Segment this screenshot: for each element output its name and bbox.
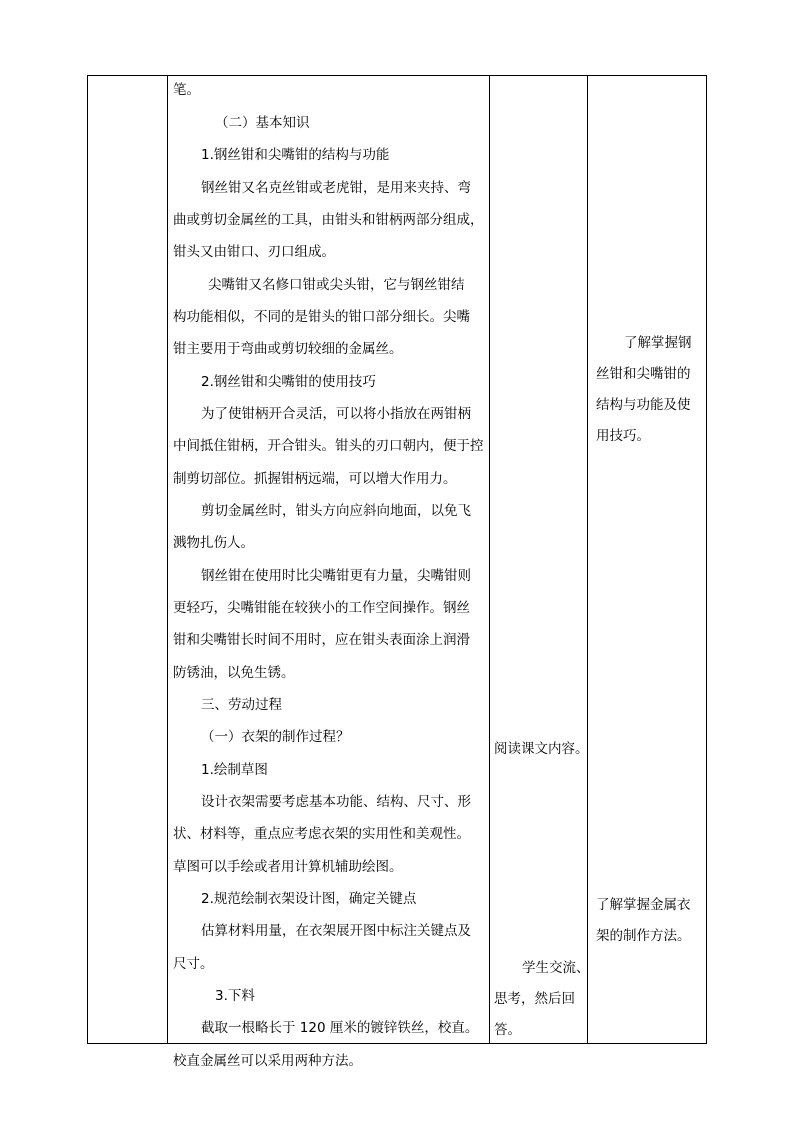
content-line: 制剪切部位。抓握钳柄远端，可以增大作用力。 — [173, 471, 457, 487]
teaching-content-column — [168, 76, 488, 1069]
content-line: 钳和尖嘴钳长时间不用时，应在钳头表面涂上润滑 — [173, 632, 470, 648]
intent-line: 用技巧。 — [596, 428, 650, 444]
content-line: 尖嘴钳又名修口钳或尖头钳，它与钢丝钳结 — [208, 277, 465, 293]
content-line: 1.绘制草图 — [201, 762, 268, 778]
intent-line: 架的制作方法。 — [596, 928, 691, 944]
content-line: 笔。 — [173, 82, 200, 98]
content-line: 钢丝钳又名克丝钳或老虎钳，是用来夹持、弯 — [201, 180, 471, 196]
content-line: 1.钢丝钳和尖嘴钳的结构与功能 — [201, 147, 390, 163]
content-line: 钳主要用于弯曲或剪切较细的金属丝。 — [173, 341, 403, 357]
content-line: 钢丝钳在使用时比尖嘴钳更有力量，尖嘴钳则 — [201, 568, 471, 584]
intent-line: 结构与功能及使 — [596, 397, 691, 413]
content-line: 曲或剪切金属丝的工具，由钳头和钳柄两部分组成， — [173, 212, 484, 228]
content-line: 钳头又由钳口、刃口组成。 — [173, 244, 335, 260]
design-intent-column — [588, 76, 707, 1043]
content-line: 中间抵住钳柄，开合钳头。钳头的刃口朝内，便于控 — [173, 438, 484, 454]
lesson-table — [87, 75, 707, 1069]
content-line: （二）基本知识 — [215, 115, 310, 131]
empty-left-column — [88, 76, 167, 1043]
content-line: 防锈油，以免生锈。 — [173, 665, 295, 681]
content-line: 尺寸。 — [173, 956, 214, 972]
content-line: 2.规范绘制衣架设计图，确定关键点 — [201, 891, 417, 907]
student-line: 阅读课文内容。 — [494, 741, 589, 757]
student-line: 思考，然后回 — [494, 991, 575, 1007]
content-line: 更轻巧，尖嘴钳能在较狭小的工作空间操作。钢丝 — [173, 600, 470, 616]
intent-line: 丝钳和尖嘴钳的 — [596, 366, 691, 382]
student-activity-column — [490, 76, 590, 1043]
content-line: 溅物扎伤人。 — [173, 535, 254, 551]
content-line: 设计衣架需要考虑基本功能、结构、尺寸、形 — [201, 794, 471, 810]
intent-line: 了解掌握金属衣 — [596, 897, 691, 913]
student-line: 学生交流、 — [522, 960, 590, 976]
content-line: 状、材料等，重点应考虑衣架的实用性和美观性。 — [173, 826, 470, 842]
content-line: 校直金属丝可以采用两种方法。 — [173, 1053, 362, 1069]
student-line: 答。 — [494, 1022, 521, 1038]
content-line: 草图可以手绘或者用计算机辅助绘图。 — [173, 859, 403, 875]
content-line: 截取一根略长于 120 厘米的镀锌铁丝，校直。 — [201, 1020, 479, 1036]
content-line: 3.下料 — [215, 988, 255, 1004]
content-line: （一）衣架的制作过程？ — [201, 729, 350, 745]
content-line: 估算材料用量，在衣架展开图中标注关键点及 — [201, 923, 471, 939]
content-line: 构功能相似，不同的是钳头的钳口部分细长。尖嘴 — [173, 309, 470, 325]
content-line: 剪切金属丝时，钳头方向应斜向地面，以免飞 — [201, 503, 471, 519]
intent-line: 了解掌握钢 — [624, 335, 692, 351]
content-line: 为了使钳柄开合灵活，可以将小指放在两钳柄 — [201, 406, 471, 422]
content-line: 三、劳动过程 — [201, 697, 282, 713]
content-line: 2.钢丝钳和尖嘴钳的使用技巧 — [201, 374, 376, 390]
